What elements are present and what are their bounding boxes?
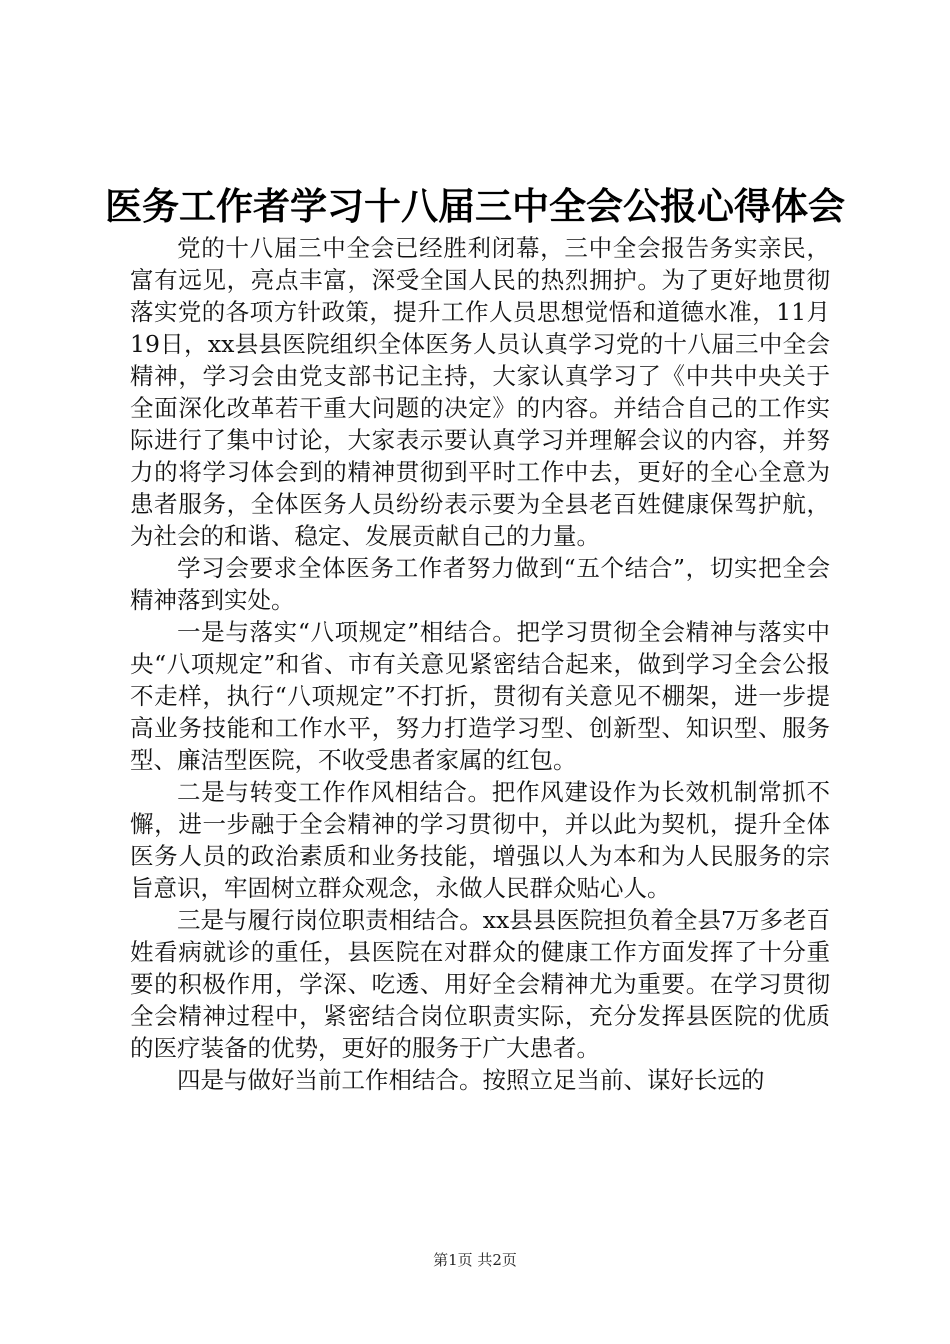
paragraph-point-four: 四是与做好当前工作相结合。按照立足当前、谋好长远的 (177, 1066, 765, 1094)
paragraph-point-one: 一是与落实“八项规定”相结合。把学习贯彻全会精神与落实中央“八项规定”和省、市有关意见紧密结合起来，做到学习全会公报不走样，执行“八项规定”不打折，贯彻有关意见不棚架，进一步提高业务技能和工作水平，努力打造学习型、创新型、知识型、服务型、廉洁型医院，不收受患者家属的红包。 (130, 618, 830, 774)
paragraph-point-three: 三是与履行岗位职责相结合。xx县县医院担负着全县7万多老百姓看病就诊的重任，县医院在对群众的健康工作方面发挥了十分重要的积极作用，学深、吃透、用好全会精神尤为重要。在学习贯彻全会精神过程中，紧密结合岗位职责实际，充分发挥县医院的优质的医疗装备的优势，更好的服务于广大患者。 (130, 906, 830, 1062)
document-title: 医务工作者学习十八届三中全会公报心得体会 (105, 184, 845, 228)
paragraph-point-two: 二是与转变工作作风相结合。把作风建设作为长效机制常抓不懈，进一步融于全会精神的学习贯彻中，并以此为契机，提升全体医务人员的政治素质和业务技能，增强以人为本和为人民服务的宗旨意识，牢固树立群众观念，永做人民群众贴心人。 (130, 778, 830, 902)
page-footer: 第1页 共2页 (433, 1251, 517, 1269)
document-body (130, 232, 830, 1096)
paragraph-five-combinations: 学习会要求全体医务工作者努力做到“五个结合”，切实把全会精神落到实处。 (130, 554, 830, 614)
paragraph-intro: 党的十八届三中全会已经胜利闭幕，三中全会报告务实亲民，富有远见，亮点丰富，深受全国人民的热烈拥护。为了更好地贯彻落实党的各项方针政策，提升工作人员思想觉悟和道德水准，11月19日，xx县县医院组织全体医务人员认真学习党的十八届三中全会精神，学习会由党支部书记主持，大家认真学习了《中共中央关于全面深化改革若干重大问题的决定》的内容。并结合自己的工作实际进行了集中讨论，大家表示要认真学习并理解会议的内容，并努力的将学习体会到的精神贯彻到平时工作中去，更好的全心全意为患者服务，全体医务人员纷纷表示要为全县老百姓健康保驾护航，为社会的和谐、稳定、发展贡献自己的力量。 (130, 234, 830, 550)
